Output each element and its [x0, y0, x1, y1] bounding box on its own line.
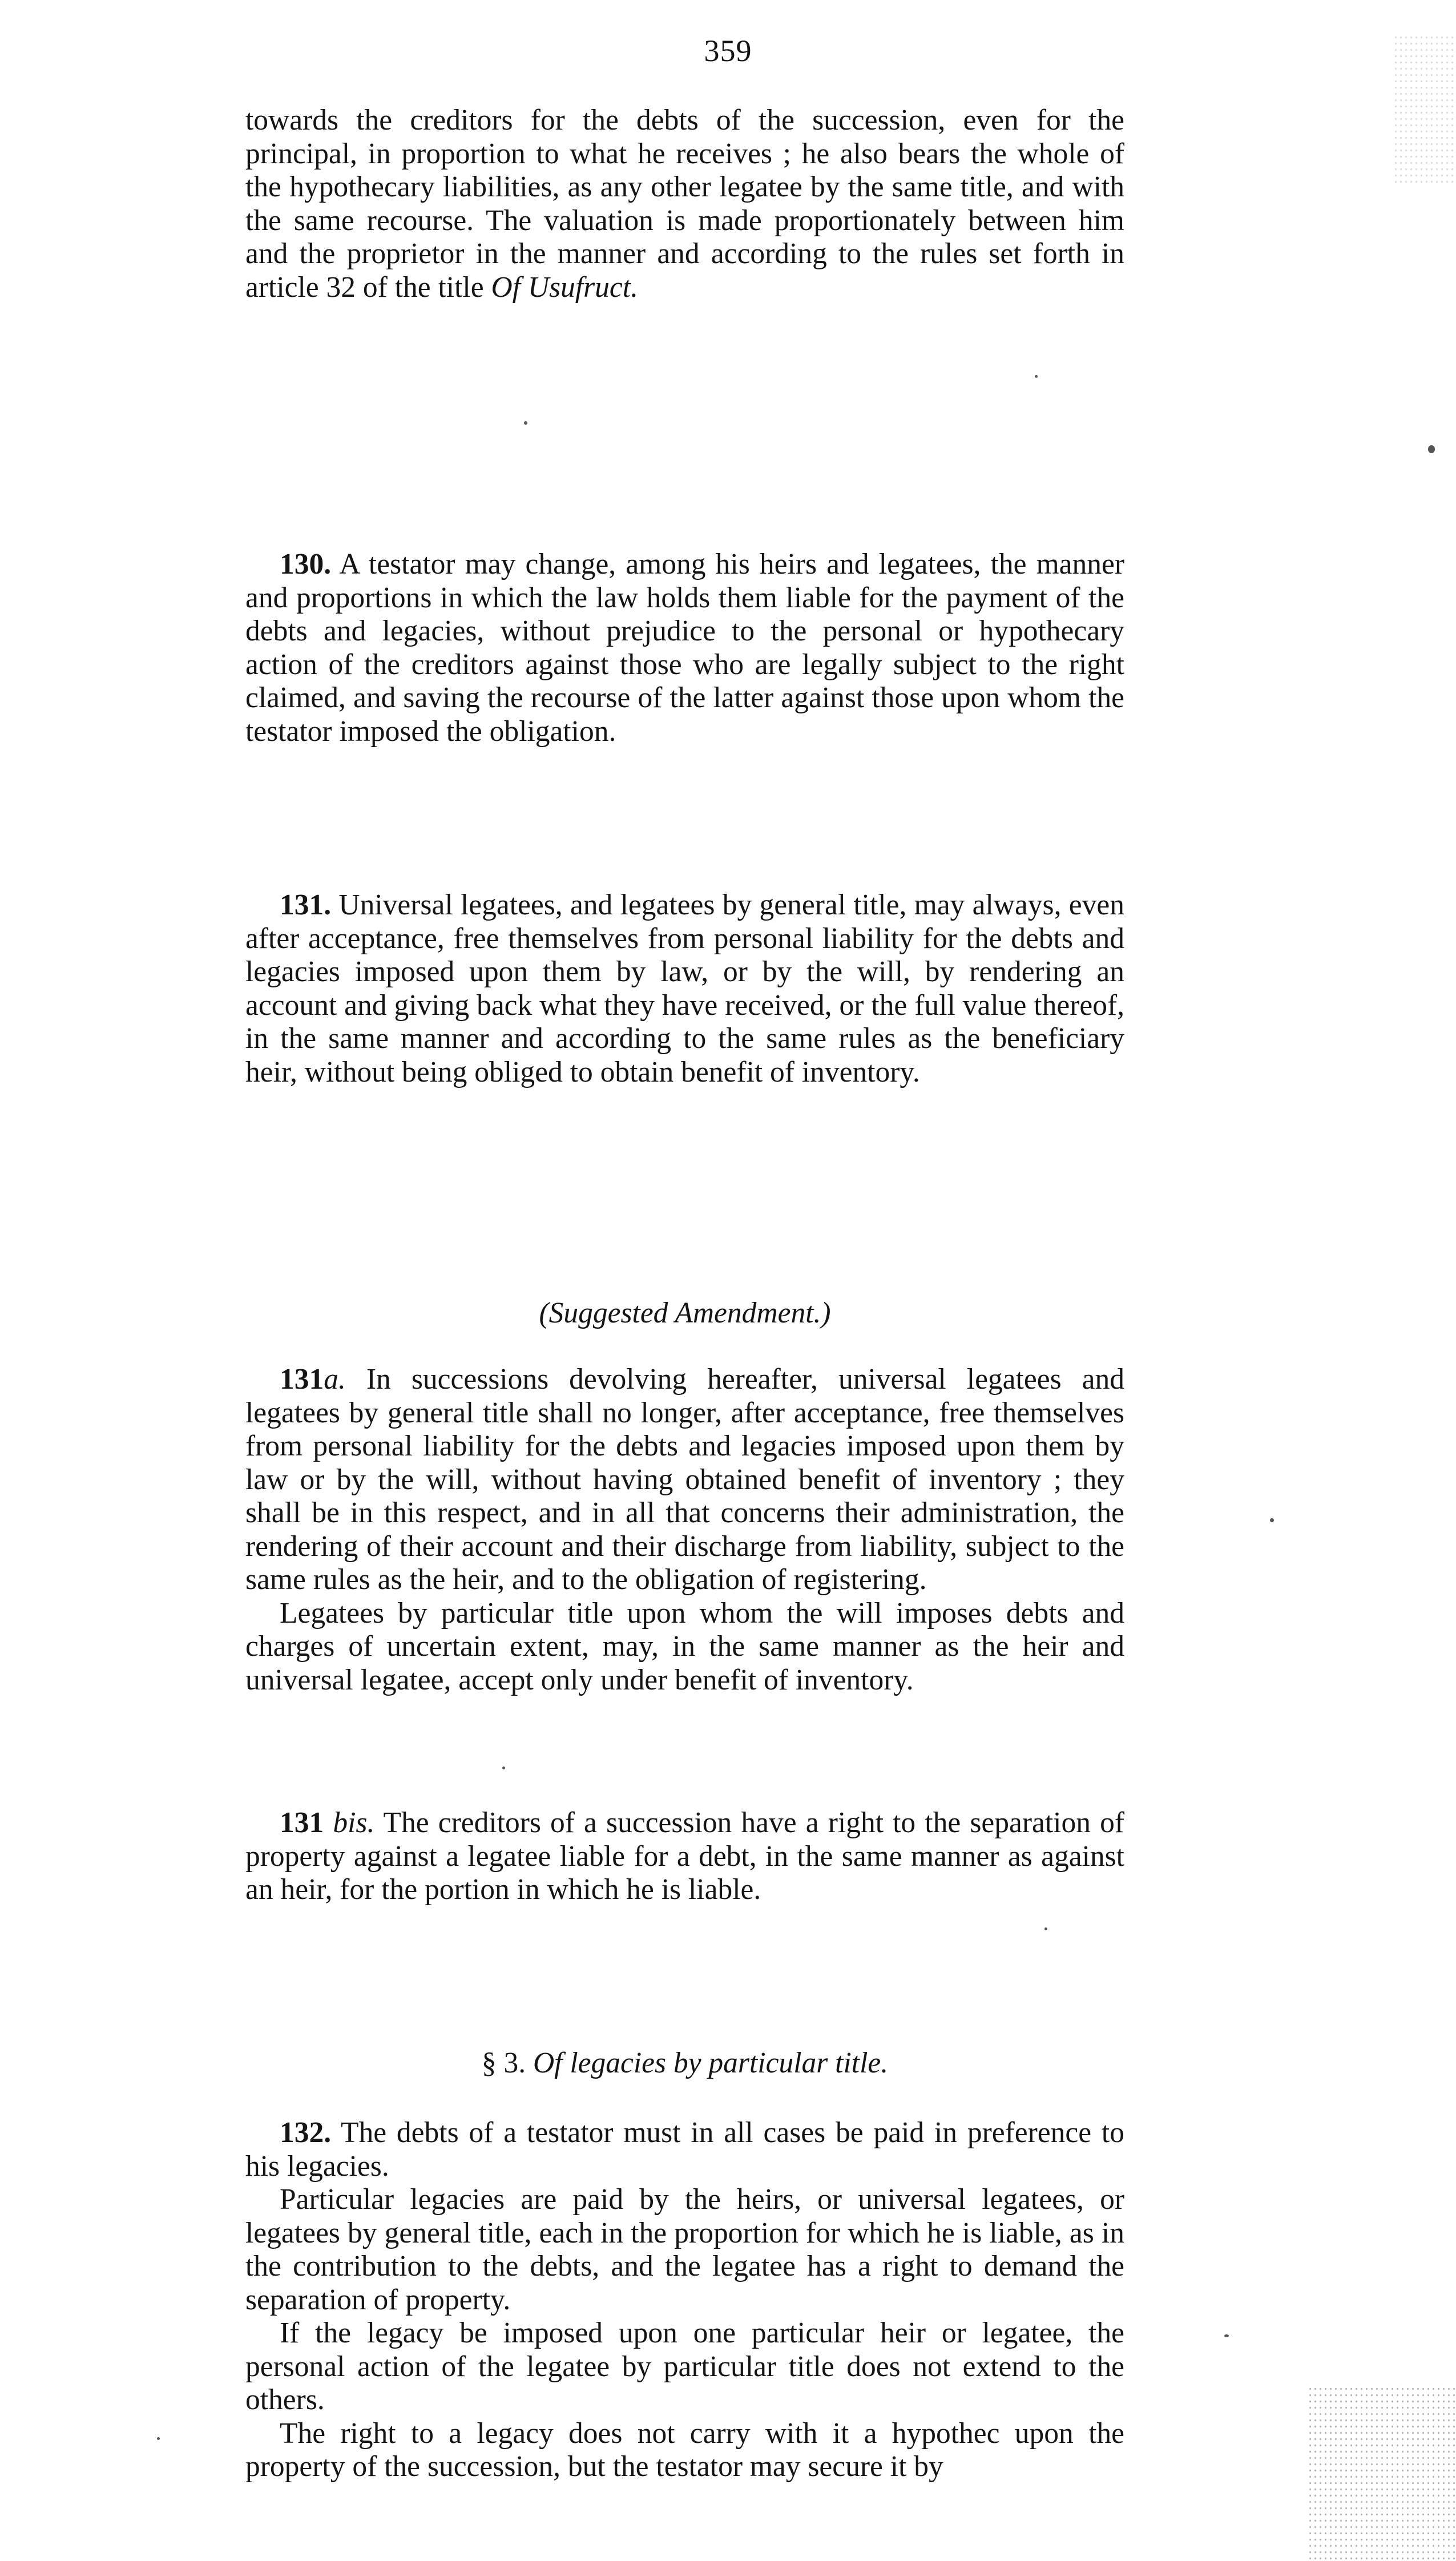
- article-131a: [245, 1363, 1124, 1697]
- article-text: Particular legacies are paid by the heirs, or universal legatees, or legatees by general title, each in the proportion for which he is liable, as in the contribution to the debts, and the legatee has a right to demand the separation of property.: [245, 2183, 1124, 2316]
- article-text: In successions devolving hereafter, universal legatees and legatees by general title shall no longer, after acceptance, free themselves from personal liability for the debts and legacies imposed upon them by law or by the will, without having obtained benefit of inventory ; they shall be in this respect, and in all that concerns their administration, the rendering of their account and their discharge from liability, subject to the same rules as the heir, and to the obligation of registering.: [245, 1363, 1124, 1596]
- article-text: The debts of a testator must in all cases be paid in preference to his legacies.: [245, 2116, 1124, 2183]
- scan-speck: [157, 2437, 160, 2440]
- scan-noise: [1393, 34, 1456, 183]
- article-text: Legatees by particular title upon whom the will imposes debts and charges of uncertain extent, may, in the same manner as the heir and universal legatee, accept only under benefit of inventory.: [245, 1596, 1124, 1696]
- scan-speck: [524, 421, 527, 425]
- page-number: 359: [704, 34, 752, 68]
- article-text: A testator may change, among his heirs and legatees, the manner and proportions in which the law holds them liable for the payment of the debts and legacies, without prejudice to the personal or hypothecary action of the creditors against those who are legally subject to the right claimed, and saving the recourse of the latter against those upon whom the testator imposed the obligation.: [245, 548, 1124, 748]
- article-number-suffix: a.: [324, 1363, 346, 1396]
- article-number: 131: [280, 1363, 324, 1396]
- scan-speck: [1035, 375, 1038, 378]
- article-text: The creditors of a succession have a right to the separation of property against a legatee liable for a debt, in the same manner as against an heir, for the portion in which he is liable.: [245, 1806, 1124, 1906]
- article-number: 132.: [280, 2116, 332, 2149]
- usufruct-title: Of Usufruct.: [491, 271, 638, 304]
- article-text: Universal legatees, and legatees by general title, may always, even after acceptance, free themselves from personal liability for the debts and legacies imposed upon them by law, or by the will, by rendering an account and giving back what they have received, or the full value thereof, in the same manner and according to the same rules as the beneficiary heir, without being obliged to obtain benefit of inventory.: [245, 889, 1124, 1088]
- article-130: [245, 548, 1124, 748]
- amendment-heading: (Suggested Amendment.): [539, 1297, 831, 1329]
- scan-speck: [1044, 1927, 1047, 1930]
- article-number-suffix: bis.: [333, 1806, 375, 1839]
- section-title: Of legacies by particular title.: [533, 2047, 889, 2079]
- article-number: 131.: [280, 889, 332, 921]
- article-text: If the legacy be imposed upon one particular heir or legatee, the personal action of the legatee by particular title does not extend to the others.: [245, 2317, 1124, 2416]
- continuation-text: towards the creditors for the debts of the succession, even for the principal, in proportion to what he receives ; he also bears the whole of the hypothecary liabilities, as any other legatee by the same title, and with the same recourse. The valuation is made proportionately between him and the proprietor in the manner and according to the rules set forth in article 32 of the title: [245, 104, 1124, 304]
- paragraph-continuation: [245, 104, 1124, 304]
- section-number: § 3.: [481, 2047, 526, 2079]
- scan-speck: [1224, 2334, 1229, 2337]
- section-heading: [245, 2047, 1124, 2080]
- scan-speck: [502, 1767, 505, 1769]
- article-131: [245, 889, 1124, 1089]
- article-131-bis: [245, 1806, 1124, 1907]
- article-number: 130.: [280, 548, 332, 580]
- article-number: 131: [280, 1806, 324, 1839]
- article-132: [245, 2116, 1124, 2484]
- article-text: The right to a legacy does not carry with it a hypothec upon the property of the succession, but the testator may secure it by: [245, 2417, 1124, 2483]
- scan-speck: [1428, 445, 1435, 453]
- scan-speck: [1270, 1518, 1274, 1522]
- scan-noise: [1308, 2386, 1456, 2561]
